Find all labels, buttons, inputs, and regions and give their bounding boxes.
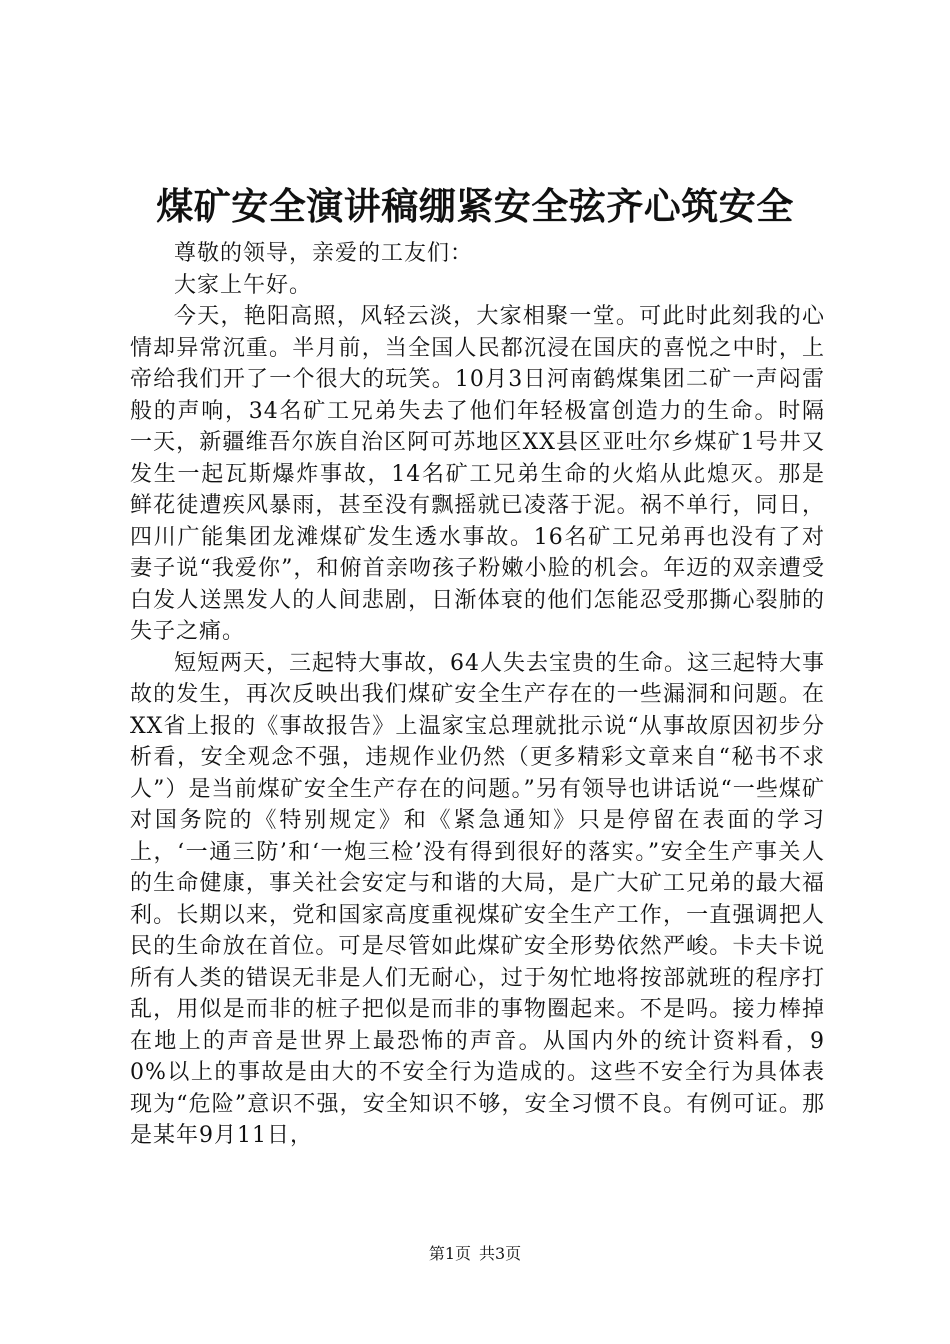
document-body [130, 238, 825, 1152]
body-paragraph: 短短两天，三起特大事故，64人失去宝贵的生命。这三起特大事故的发生，再次反映出我们煤矿安全生产存在的一些漏洞和问题。在XX省上报的《事故报告》上温家宝总理就批示说“从事故原因初步分析看，安全观念不强，违规作业仍然（更多精彩文章来自“秘书不求人”）是当前煤矿安全生产存在的问题。”另有领导也讲话说“一些煤矿对国务院的《特别规定》和《紧急通知》只是停留在表面的学习上，‘一通三防’和‘一炮三检’没有得到很好的落实。”安全生产事关人的生命健康，事关社会安定与和谐的大局，是广大矿工兄弟的最大福利。长期以来，党和国家高度重视煤矿安全生产工作，一直强调把人民的生命放在首位。可是尽管如此煤矿安全形势依然严峻。卡夫卡说所有人类的错误无非是人们无耐心，过于匆忙地将按部就班的程序打乱，用似是而非的桩子把似是而非的事物圈起来。不是吗。接力棒掉在地上的声音是世界上最恐怖的声音。从国内外的统计资料看，90%以上的事故是由大的不安全行为造成的。这些不安全行为具体表现为“危险”意识不强，安全知识不够，安全习惯不良。有例可证。那是某年9月11日， [130, 650, 825, 1148]
salutation-paragraph: 尊敬的领导，亲爱的工友们： [174, 241, 474, 266]
document-title: 煤矿安全演讲稿绷紧安全弦齐心筑安全 [156, 184, 794, 228]
page-number: 第1页 [428, 1244, 471, 1263]
body-paragraph: 今天，艳阳高照，风轻云淡，大家相聚一堂。可此时此刻我的心情却异常沉重。半月前，当全国人民都沉浸在国庆的喜悦之中时，上帝给我们开了一个很大的玩笑。10月3日河南鹤煤集团二矿一声闷雷般的声响，34名矿工兄弟失去了他们年轻极富创造力的生命。时隔一天，新疆维吾尔族自治区阿可苏地区XX县区亚吐尔乡煤矿1号井又发生一起瓦斯爆炸事故，14名矿工兄弟生命的火焰从此熄灭。那是鲜花徒遭疾风暴雨，甚至没有飘摇就已凌落于泥。祸不单行，同日，四川广能集团龙滩煤矿发生透水事故。16名矿工兄弟再也没有了对妻子说“我爱你”，和俯首亲吻孩子粉嫩小脸的机会。年迈的双亲遭受白发人送黑发人的人间悲剧，日渐体衰的他们怎能忍受那撕心裂肺的失子之痛。 [130, 304, 825, 644]
greeting-paragraph: 大家上午好。 [174, 272, 313, 298]
page-total: 共3页 [479, 1244, 522, 1263]
page-footer [0, 1244, 950, 1264]
